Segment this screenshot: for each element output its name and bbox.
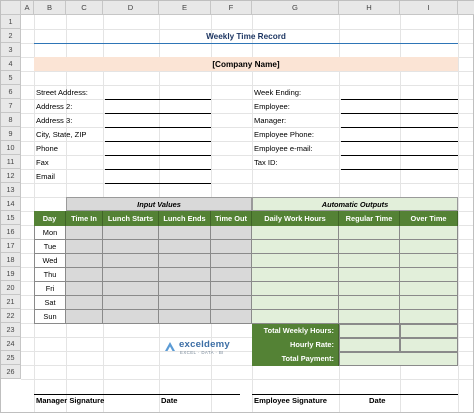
total-payment-label: Total Payment:: [252, 352, 339, 366]
automatic-outputs-header: Automatic Outputs: [252, 197, 458, 211]
row-header-5[interactable]: 5: [1, 71, 21, 85]
row-header-17[interactable]: 17: [1, 239, 21, 253]
table-header-time-out: Time Out: [211, 211, 252, 226]
row-header-11[interactable]: 11: [1, 155, 21, 169]
row-header-2[interactable]: 2: [1, 29, 21, 43]
week-ending-label: Week Ending:: [254, 88, 302, 97]
employee-date-label: Date: [369, 396, 386, 405]
daily-work-hours-cell[interactable]: [252, 226, 339, 240]
row-header-12[interactable]: 12: [1, 169, 21, 183]
total-weekly-hours-value-2[interactable]: [400, 324, 458, 338]
regular-time-cell[interactable]: [339, 296, 400, 310]
city-state-zip-label: City, State, ZIP: [36, 130, 87, 139]
input-values-header: Input Values: [66, 197, 252, 211]
column-header-i[interactable]: I: [400, 1, 458, 15]
street-address-field[interactable]: [105, 99, 211, 100]
lunch-starts-cell[interactable]: [103, 226, 159, 240]
total-weekly-hours-value[interactable]: [339, 324, 400, 338]
company-name: [Company Name]: [34, 57, 458, 71]
manager-date-label: Date: [161, 396, 178, 405]
row-header-3[interactable]: 3: [1, 43, 21, 57]
daily-work-hours-cell[interactable]: [252, 296, 339, 310]
logo-tagline: EXCEL · DATA · BI: [180, 350, 224, 355]
time-out-cell[interactable]: [211, 268, 252, 282]
column-header-e[interactable]: E: [159, 1, 211, 15]
street-address-label: Street Address:: [36, 88, 88, 97]
fax-field[interactable]: [105, 169, 211, 170]
employee-phone-field[interactable]: [341, 141, 458, 142]
title-underline: [34, 43, 458, 44]
row-header-6[interactable]: 6: [1, 85, 21, 99]
row-header-23[interactable]: 23: [1, 323, 21, 337]
lunch-ends-cell[interactable]: [159, 268, 211, 282]
over-time-cell[interactable]: [400, 254, 458, 268]
over-time-cell[interactable]: [400, 282, 458, 296]
time-in-cell[interactable]: [66, 226, 103, 240]
column-header-b[interactable]: B: [34, 1, 66, 15]
day-cell: Wed: [34, 254, 66, 268]
row-header-10[interactable]: 10: [1, 141, 21, 155]
city-state-zip-field[interactable]: [105, 141, 211, 142]
over-time-cell[interactable]: [400, 240, 458, 254]
lunch-ends-cell[interactable]: [159, 282, 211, 296]
total-weekly-hours-label: Total Weekly Hours:: [252, 324, 339, 338]
fax-label: Fax: [36, 158, 49, 167]
time-in-cell[interactable]: [66, 254, 103, 268]
employee-signature-line[interactable]: [252, 394, 458, 395]
table-header-regular-time: Regular Time: [339, 211, 400, 226]
employee-signature-label: Employee Signature: [254, 396, 328, 405]
lunch-starts-cell[interactable]: [103, 240, 159, 254]
day-cell: Thu: [34, 268, 66, 282]
lunch-starts-cell[interactable]: [103, 310, 159, 324]
regular-time-cell[interactable]: [339, 254, 400, 268]
lunch-starts-cell[interactable]: [103, 296, 159, 310]
hourly-rate-value-2[interactable]: [400, 338, 458, 352]
row-header-13[interactable]: 13: [1, 183, 21, 197]
over-time-cell[interactable]: [400, 296, 458, 310]
time-out-cell[interactable]: [211, 282, 252, 296]
row-gridline: [21, 183, 473, 184]
row-header-4[interactable]: 4: [1, 57, 21, 71]
manager-signature-line[interactable]: [34, 394, 240, 395]
exceldemy-logo-icon: [163, 340, 177, 354]
column-header-d[interactable]: D: [103, 1, 159, 15]
row-gridline: [21, 71, 473, 72]
lunch-starts-cell[interactable]: [103, 268, 159, 282]
day-cell: Fri: [34, 282, 66, 296]
row-header-16[interactable]: 16: [1, 225, 21, 239]
column-header-h[interactable]: H: [339, 1, 400, 15]
day-cell: Sun: [34, 310, 66, 324]
table-header-over-time: Over Time: [400, 211, 458, 226]
hourly-rate-value[interactable]: [339, 338, 400, 352]
row-header-1[interactable]: 1: [1, 15, 21, 29]
time-in-cell[interactable]: [66, 296, 103, 310]
row-header-19[interactable]: 19: [1, 267, 21, 281]
over-time-cell[interactable]: [400, 268, 458, 282]
exceldemy-logo: [163, 337, 251, 357]
time-in-cell[interactable]: [66, 268, 103, 282]
lunch-ends-cell[interactable]: [159, 310, 211, 324]
daily-work-hours-cell[interactable]: [252, 282, 339, 296]
week-ending-field[interactable]: [341, 99, 458, 100]
row-header-20[interactable]: 20: [1, 281, 21, 295]
column-header-c[interactable]: C: [66, 1, 103, 15]
time-out-cell[interactable]: [211, 254, 252, 268]
row-header-9[interactable]: 9: [1, 127, 21, 141]
table-header-time-in: Time In: [66, 211, 103, 226]
address2-label: Address 2:: [36, 102, 73, 111]
row-header-18[interactable]: 18: [1, 253, 21, 267]
table-header-daily-work-hours: Daily Work Hours: [252, 211, 339, 226]
table-header-lunch-starts: Lunch Starts: [103, 211, 159, 226]
row-header-7[interactable]: 7: [1, 99, 21, 113]
daily-work-hours-cell[interactable]: [252, 310, 339, 324]
report-title: Weekly Time Record: [206, 31, 286, 41]
time-out-cell[interactable]: [211, 226, 252, 240]
address3-field[interactable]: [105, 127, 211, 128]
regular-time-cell[interactable]: [339, 268, 400, 282]
row-header-25[interactable]: 25: [1, 351, 21, 365]
row-header-24[interactable]: 24: [1, 337, 21, 351]
address3-label: Address 3:: [36, 116, 73, 125]
lunch-ends-cell[interactable]: [159, 254, 211, 268]
phone-label: Phone: [36, 144, 58, 153]
manager-signature-label: Manager Signature: [36, 396, 105, 405]
tax-id-field[interactable]: [341, 169, 458, 170]
employee-field[interactable]: [341, 113, 458, 114]
row-gridline: [21, 379, 473, 380]
over-time-cell[interactable]: [400, 226, 458, 240]
lunch-ends-cell[interactable]: [159, 296, 211, 310]
manager-field[interactable]: [341, 127, 458, 128]
select-all-corner[interactable]: [1, 1, 21, 15]
row-header-14[interactable]: 14: [1, 197, 21, 211]
day-cell: Tue: [34, 240, 66, 254]
time-out-cell[interactable]: [211, 240, 252, 254]
daily-work-hours-cell[interactable]: [252, 240, 339, 254]
tax-id-label: Tax ID:: [254, 158, 278, 167]
hourly-rate-label: Hourly Rate:: [252, 338, 339, 352]
regular-time-cell[interactable]: [339, 240, 400, 254]
row-header-26[interactable]: 26: [1, 365, 21, 379]
time-in-cell[interactable]: [66, 240, 103, 254]
column-header-a[interactable]: A: [21, 1, 34, 15]
time-out-cell[interactable]: [211, 296, 252, 310]
row-header-8[interactable]: 8: [1, 113, 21, 127]
over-time-cell[interactable]: [400, 310, 458, 324]
logo-name: exceldemy: [179, 339, 230, 350]
daily-work-hours-cell[interactable]: [252, 268, 339, 282]
column-header-f[interactable]: F: [211, 1, 252, 15]
email-field[interactable]: [105, 183, 211, 184]
lunch-ends-cell[interactable]: [159, 240, 211, 254]
email-label: Email: [36, 172, 55, 181]
address2-field[interactable]: [105, 113, 211, 114]
employee-phone-label: Employee Phone:: [254, 130, 314, 139]
time-out-cell[interactable]: [211, 310, 252, 324]
regular-time-cell[interactable]: [339, 226, 400, 240]
total-payment-value[interactable]: [339, 352, 458, 366]
manager-label: Manager:: [254, 116, 287, 125]
table-header-day: Day: [34, 211, 66, 226]
employee-email-label: Employee e-mail:: [254, 144, 313, 153]
lunch-starts-cell[interactable]: [103, 282, 159, 296]
lunch-starts-cell[interactable]: [103, 254, 159, 268]
day-cell: Mon: [34, 226, 66, 240]
regular-time-cell[interactable]: [339, 282, 400, 296]
time-in-cell[interactable]: [66, 282, 103, 296]
column-header-filler: [458, 1, 474, 15]
column-header-g[interactable]: G: [252, 1, 339, 15]
phone-field[interactable]: [105, 155, 211, 156]
row-header-21[interactable]: 21: [1, 295, 21, 309]
daily-work-hours-cell[interactable]: [252, 254, 339, 268]
day-cell: Sat: [34, 296, 66, 310]
lunch-ends-cell[interactable]: [159, 226, 211, 240]
time-in-cell[interactable]: [66, 310, 103, 324]
employee-label: Employee:: [254, 102, 290, 111]
row-gridline: [21, 85, 473, 86]
row-header-15[interactable]: 15: [1, 211, 21, 225]
table-header-lunch-ends: Lunch Ends: [159, 211, 211, 226]
regular-time-cell[interactable]: [339, 310, 400, 324]
employee-email-field[interactable]: [341, 155, 458, 156]
row-header-22[interactable]: 22: [1, 309, 21, 323]
